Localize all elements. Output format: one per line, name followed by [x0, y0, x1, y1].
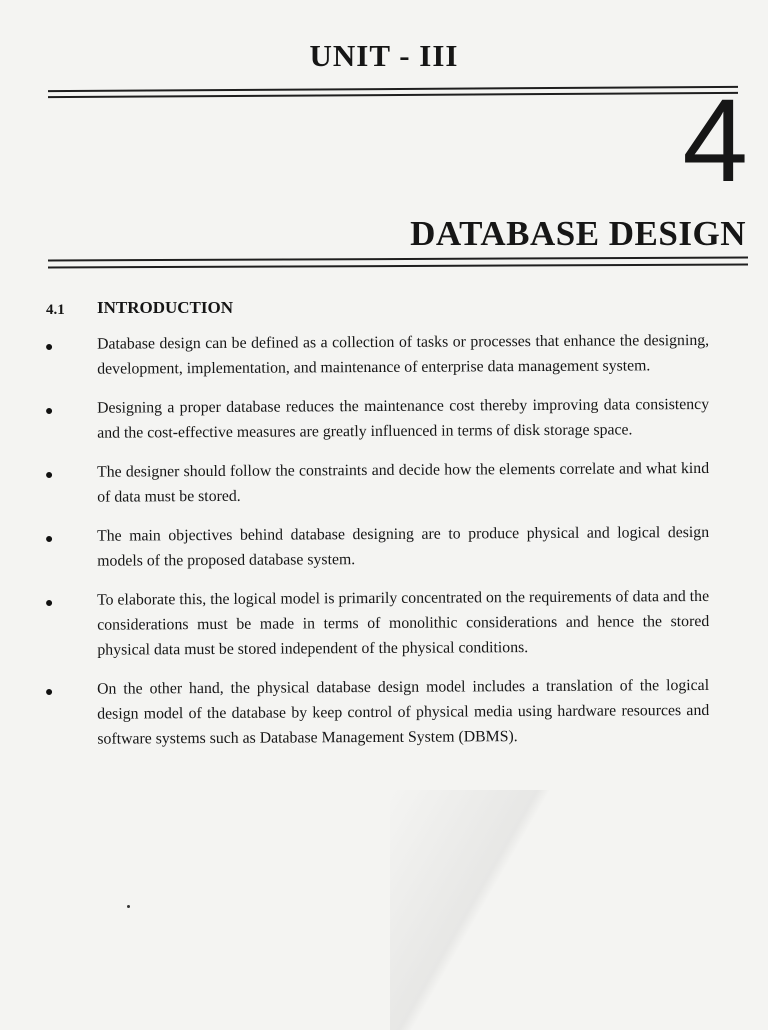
bullet-icon [46, 600, 52, 606]
bullet-item [44, 584, 709, 663]
top-rule-lower [48, 92, 738, 98]
photo-glare [390, 790, 560, 1030]
chapter-title: DATABASE DESIGN [410, 214, 746, 253]
bullet-text: To elaborate this, the logical model is primarily concentrated on the requirements of data and the considerations must be made in terms of monolithic considerations and hence the stored physical data must be stored independent of the physical conditions. [97, 587, 710, 659]
bullet-icon [46, 689, 52, 695]
bullet-text: The main objectives behind database designing are to produce physical and logical design models of the proposed database system. [97, 523, 710, 570]
bullet-icon [46, 408, 52, 414]
section-title: INTRODUCTION [97, 298, 234, 317]
chapter-number: 4 [682, 75, 748, 207]
bullet-text: Designing a proper database reduces the maintenance cost thereby improving data consistency and the cost-effective measures are greatly influenced in terms of disk storage space. [97, 395, 710, 442]
section-number: 4.1 [46, 302, 65, 318]
bullet-item [44, 520, 709, 574]
bullet-item [44, 673, 709, 752]
paper-speck [127, 905, 130, 908]
bullet-item [44, 392, 709, 446]
top-rule-upper [48, 86, 738, 92]
bullet-icon [46, 472, 52, 478]
bullet-text: The designer should follow the constraints and decide how the elements correlate and what kind of data must be stored. [97, 459, 710, 506]
bullet-text: Database design can be defined as a collection of tasks or processes that enhance the designing, development, implementation, and maintenance of enterprise data management system. [97, 331, 710, 378]
unit-title: UNIT - III [309, 38, 459, 73]
introduction-bullet-list [44, 332, 709, 766]
bullet-text: On the other hand, the physical database design model includes a translation of the logical design model of the database by keep control of physical media using hardware resources and software systems such as Database Management System (DBMS). [97, 676, 710, 748]
bullet-item [44, 328, 709, 382]
bullet-icon [46, 536, 52, 542]
title-rule-upper [48, 256, 748, 261]
bullet-item [44, 456, 709, 510]
title-rule-lower [48, 263, 748, 268]
bullet-icon [46, 344, 52, 350]
